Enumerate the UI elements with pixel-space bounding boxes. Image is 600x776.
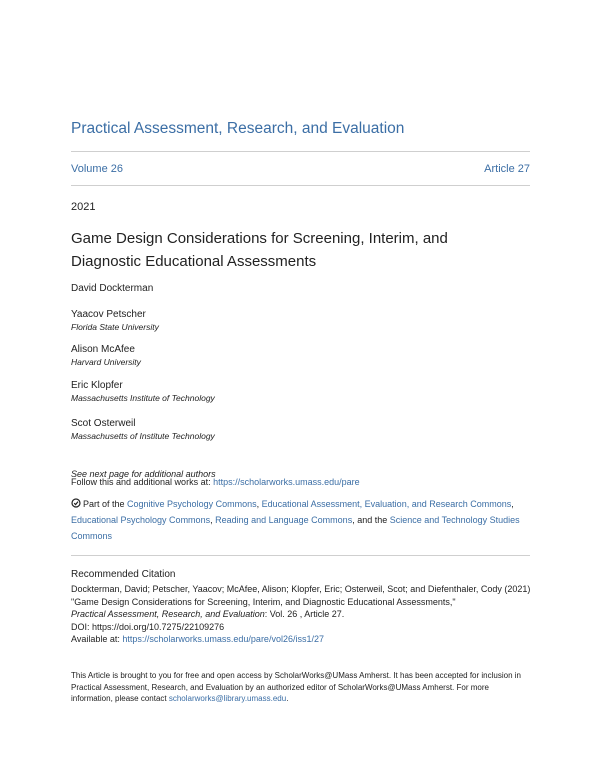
author-name: Scot Osterweil xyxy=(71,418,136,429)
author-affiliation: Massachusetts of Institute Technology xyxy=(71,431,215,441)
commons-link-reading-language[interactable]: Reading and Language Commons xyxy=(215,515,353,525)
article-link[interactable]: Article 27 xyxy=(484,163,530,175)
article-title: Game Design Considerations for Screening, Interim, and Diagnostic Educational Assessments xyxy=(71,230,448,270)
open-access-icon xyxy=(71,498,81,508)
commons-link-science-technology[interactable]: Science and Technology Studies Commons xyxy=(71,515,520,541)
footer-notice: This Article is brought to you for free and open access by ScholarWorks@UMass Amherst. It has been accepted for inclusion in Practical Assessment, Research, and Evaluation by an authorized editor of ScholarWorks@UMass Amherst. For more information, please contact scholarworks@library.umass.edu. xyxy=(71,671,521,703)
volume-link[interactable]: Volume 26 xyxy=(71,163,123,175)
follow-link[interactable]: https://scholarworks.umass.edu/pare xyxy=(213,477,360,487)
commons-link-cognitive-psychology[interactable]: Cognitive Psychology Commons xyxy=(127,499,257,509)
author-name: David Dockterman xyxy=(71,283,154,294)
available-at-link[interactable]: https://scholarworks.umass.edu/pare/vol26/iss1/27 xyxy=(122,634,324,644)
follow-line: Follow this and additional works at: https://scholarworks.umass.edu/pare xyxy=(71,477,360,487)
author-affiliation: Florida State University xyxy=(71,322,159,332)
recommended-citation-heading: Recommended Citation xyxy=(71,569,176,580)
divider xyxy=(71,555,530,556)
see-next-page-note: See next page for additional authors xyxy=(71,469,216,479)
journal-title-link[interactable]: Practical Assessment, Research, and Evaluation xyxy=(71,120,405,137)
contact-email-link[interactable]: scholarworks@library.umass.edu xyxy=(168,694,287,703)
author-name: Eric Klopfer xyxy=(71,380,123,391)
author-name: Alison McAfee xyxy=(71,344,135,355)
author-affiliation: Massachusetts Institute of Technology xyxy=(71,393,215,403)
author-affiliation: Harvard University xyxy=(71,357,141,367)
divider xyxy=(71,151,530,152)
publication-year: 2021 xyxy=(71,201,96,213)
commons-link-educational-assessment[interactable]: Educational Assessment, Evaluation, and Research Commons xyxy=(261,499,512,509)
author-name: Yaacov Petscher xyxy=(71,309,146,320)
divider xyxy=(71,185,530,186)
citation-text: Dockterman, David; Petscher, Yaacov; McAfee, Alison; Klopfer, Eric; Osterweil, Scot; and Diefenthaler, Cody (2021) "Game Design Considerations for Screening, Interim, and Diagnostic Educational Assessments," Practical Assessment, Research, and Evaluation: Vol. 26 , Article 27. DOI: https://doi.org/10.7275/22109276 Available at: https://scholarworks.umass.edu/pare/vol26/iss1/27 xyxy=(71,584,531,644)
part-of-commons: Part of the Cognitive Psychology Commons, Educational Assessment, Evaluation, and Research Commons, Educational Psychology Commons, Reading and Language Commons, and the Science and Technology Studies Commons xyxy=(71,499,520,541)
commons-link-educational-psychology[interactable]: Educational Psychology Commons xyxy=(71,515,211,525)
